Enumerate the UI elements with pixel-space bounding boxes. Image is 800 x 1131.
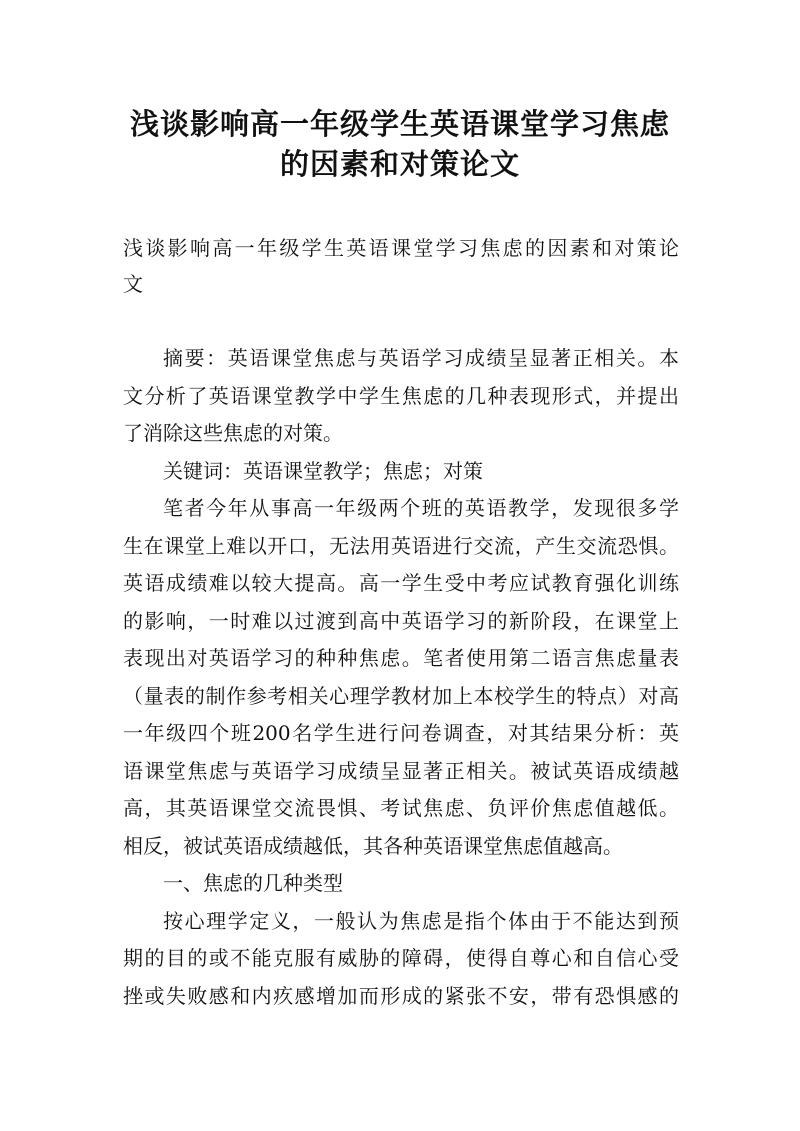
body-line-7: 一年级四个班200名学生进行问卷调查，对其结果分析：英 (123, 721, 679, 745)
body-line-3: 英语成绩难以较大提高。高一学生受中考应试教育强化训练 (123, 571, 679, 595)
body-line-6: （量表的制作参考相关心理学教材加上本校学生的特点）对高 (123, 684, 679, 708)
abstract-line-3: 了消除这些焦虑的对策。 (123, 421, 343, 445)
abstract-line-1: 摘要：英语课堂焦虑与英语学习成绩呈显著正相关。本 (163, 346, 679, 370)
keywords-line: 关键词：英语课堂教学；焦虑；对策 (163, 459, 483, 483)
subtitle-line-1: 浅谈影响高一年级学生英语课堂学习焦虑的因素和对策论 (123, 236, 679, 260)
section-line-2: 期的目的或不能克服有威胁的障碍，使得自尊心和自信心受 (123, 946, 679, 970)
body-line-8: 语课堂焦虑与英语学习成绩呈显著正相关。被试英语成绩越 (123, 759, 679, 783)
subtitle-line-2: 文 (123, 272, 143, 296)
section-line-3: 挫或失败感和内疚感增加而形成的紧张不安，带有恐惧感的 (123, 984, 679, 1008)
body-line-2: 生在课堂上难以开口，无法用英语进行交流，产生交流恐惧。 (123, 534, 679, 558)
body-line-1: 笔者今年从事高一年级两个班的英语教学，发现很多学 (163, 496, 679, 520)
section-line-1: 按心理学定义，一般认为焦虑是指个体由于不能达到预 (163, 909, 679, 933)
document-title-line-2: 的因素和对策论文 (279, 147, 520, 181)
document-title-line-1: 浅谈影响高一年级学生英语课堂学习焦虑 (129, 107, 670, 141)
body-line-5: 表现出对英语学习的种种焦虑。笔者使用第二语言焦虑量表 (123, 646, 679, 670)
section-heading: 一、焦虑的几种类型 (163, 871, 343, 895)
abstract-line-2: 文分析了英语课堂教学中学生焦虑的几种表现形式，并提出 (123, 384, 679, 408)
body-line-4: 的影响，一时难以过渡到高中英语学习的新阶段，在课堂上 (123, 609, 679, 633)
body-line-9: 高，其英语课堂交流畏惧、考试焦虑、负评价焦虑值越低。 (123, 796, 679, 820)
body-line-10: 相反，被试英语成绩越低，其各种英语课堂焦虑值越高。 (123, 834, 623, 858)
